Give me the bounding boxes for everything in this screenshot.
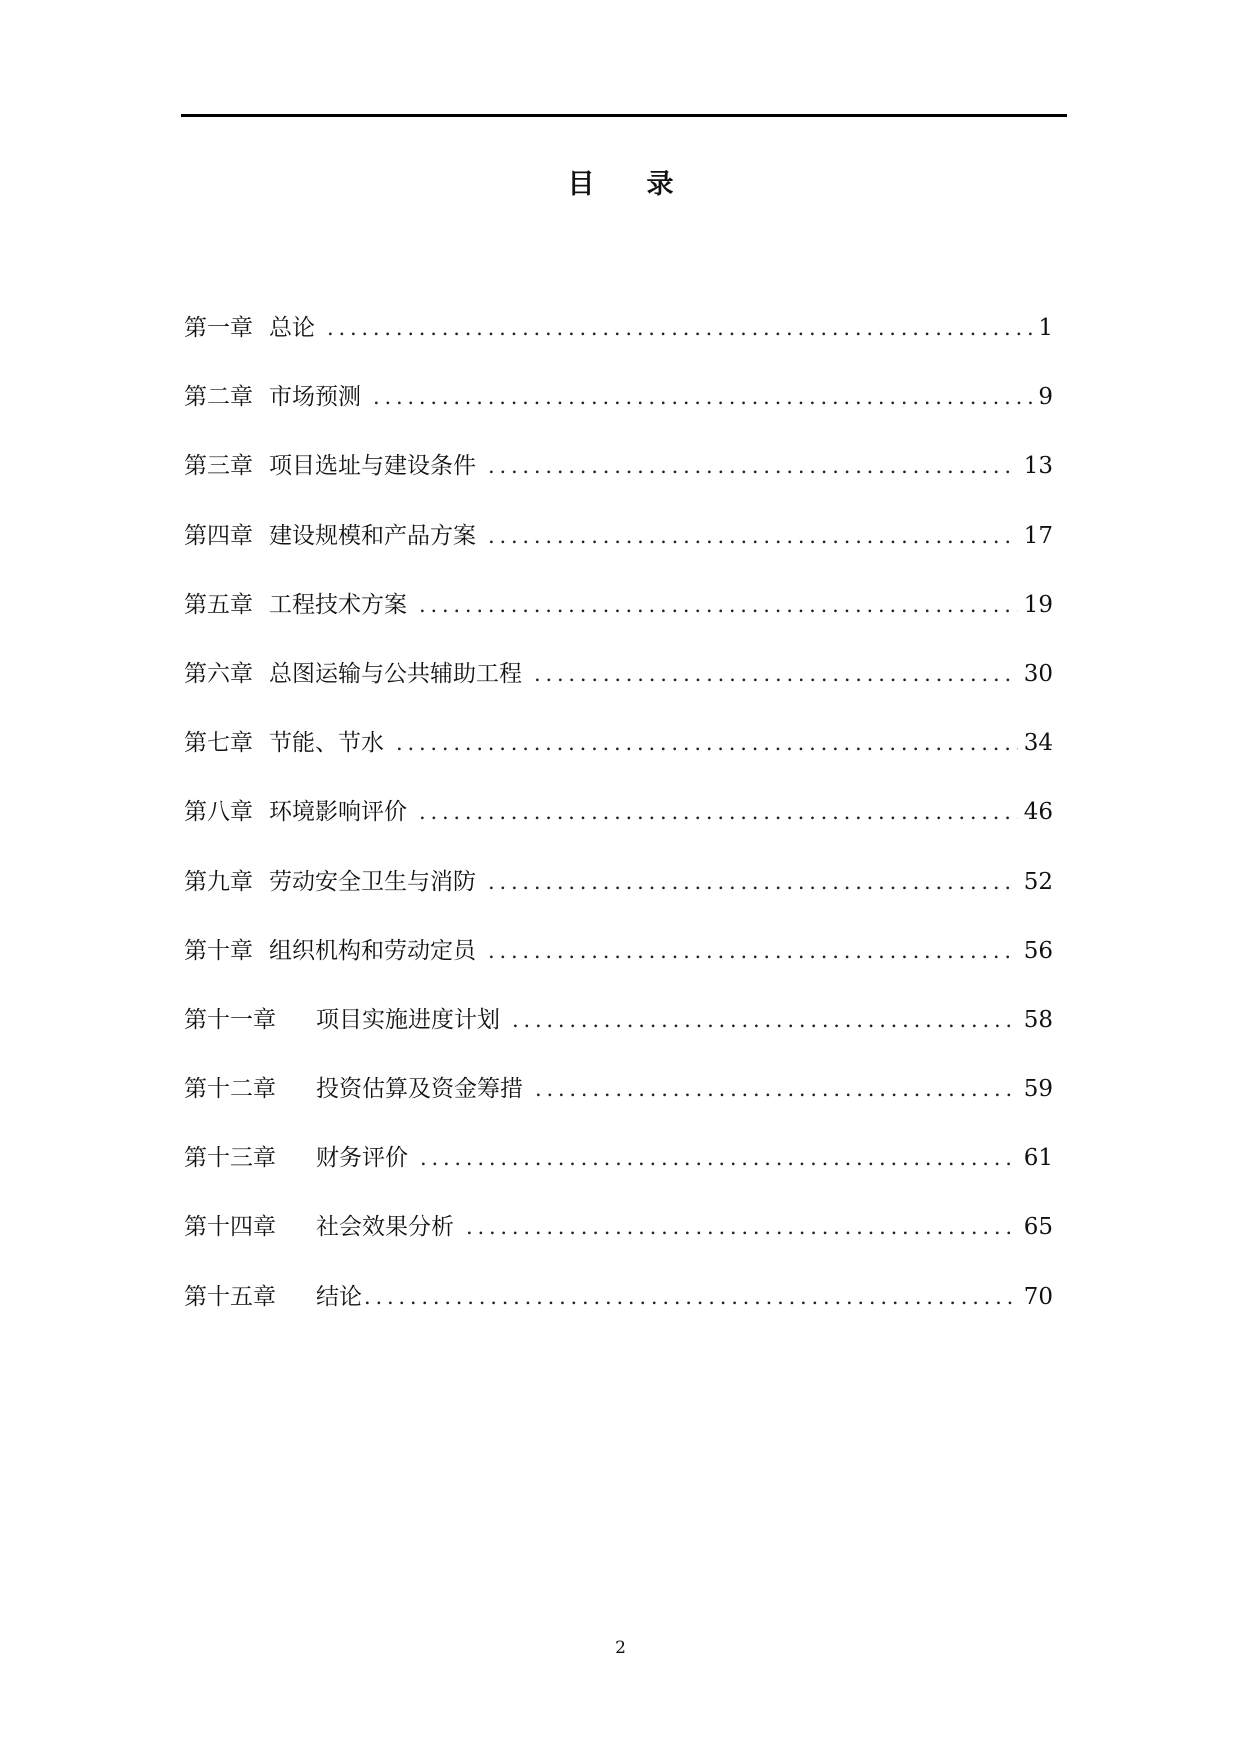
toc-entry-7[interactable] — [184, 726, 1053, 795]
toc-page-number: 1 — [1038, 315, 1053, 341]
toc-chapter-number: 第十四章 — [184, 1214, 276, 1241]
dot-leader — [535, 1072, 1018, 1106]
toc-page-number: 56 — [1023, 937, 1053, 964]
toc-chapter-title: 财务评价 — [316, 1145, 408, 1172]
toc-entry-15[interactable] — [184, 1280, 1053, 1349]
dot-leader — [488, 449, 1018, 483]
dot-leader — [488, 934, 1018, 968]
toc-chapter-title: 总论 — [269, 315, 315, 341]
toc-chapter-number: 第七章 — [184, 730, 253, 757]
toc-chapter-number: 第十三章 — [184, 1145, 276, 1172]
toc-chapter-title: 建设规模和产品方案 — [269, 522, 476, 549]
dot-leader — [419, 795, 1018, 829]
toc-chapter-number: 第十一章 — [184, 1006, 276, 1033]
dot-leader — [488, 519, 1018, 553]
header-rule — [181, 114, 1067, 117]
toc-chapter-number: 第十五章 — [184, 1283, 276, 1310]
toc-page-number: 61 — [1023, 1145, 1053, 1172]
dot-leader — [488, 865, 1018, 899]
toc-chapter-title: 项目实施进度计划 — [316, 1006, 500, 1033]
toc-chapter-title: 劳动安全卫生与消防 — [269, 868, 476, 895]
toc-chapter-number: 第八章 — [184, 799, 253, 826]
toc-page-number: 30 — [1023, 660, 1053, 687]
toc-entry-3[interactable] — [184, 449, 1053, 518]
toc-entry-8[interactable] — [184, 795, 1053, 864]
toc-page-number: 17 — [1023, 522, 1053, 549]
toc-entry-5[interactable] — [184, 588, 1053, 657]
toc-chapter-title: 组织机构和劳动定员 — [269, 937, 476, 964]
toc-chapter-number: 第十章 — [184, 937, 253, 964]
toc-chapter-number: 第五章 — [184, 591, 253, 618]
toc-chapter-title: 社会效果分析 — [316, 1214, 454, 1241]
dot-leader — [419, 588, 1018, 622]
page-number: 2 — [615, 1638, 626, 1658]
toc-chapter-number: 第二章 — [184, 384, 253, 411]
toc-chapter-number: 第三章 — [184, 453, 253, 480]
toc-entry-13[interactable] — [184, 1141, 1053, 1210]
toc-page-number: 58 — [1023, 1006, 1053, 1033]
dot-leader — [364, 1280, 1018, 1314]
dot-leader — [396, 726, 1018, 760]
toc-entry-9[interactable] — [184, 865, 1053, 934]
toc-page-number: 46 — [1023, 799, 1053, 826]
dot-leader — [466, 1210, 1018, 1244]
toc-page-number: 34 — [1023, 730, 1053, 757]
toc-page-number: 59 — [1023, 1076, 1053, 1103]
toc-entry-11[interactable] — [184, 1003, 1053, 1072]
toc-chapter-title: 工程技术方案 — [269, 591, 407, 618]
dot-leader — [420, 1141, 1018, 1175]
toc-chapter-title: 环境影响评价 — [269, 799, 407, 826]
dot-leader — [327, 311, 1032, 345]
toc-page-number: 65 — [1023, 1214, 1053, 1241]
toc-chapter-title: 市场预测 — [269, 384, 361, 411]
dot-leader — [373, 380, 1032, 414]
toc-chapter-number: 第四章 — [184, 522, 253, 549]
toc-page-number: 9 — [1038, 384, 1053, 411]
table-of-contents — [184, 311, 1053, 1349]
toc-title: 目录 — [567, 169, 726, 200]
toc-page-number: 13 — [1023, 453, 1053, 480]
toc-chapter-title: 结论 — [316, 1283, 362, 1310]
toc-entry-10[interactable] — [184, 934, 1053, 1003]
toc-chapter-number: 第一章 — [184, 315, 253, 341]
toc-chapter-number: 第九章 — [184, 868, 253, 895]
toc-page-number: 70 — [1023, 1283, 1053, 1310]
toc-page-number: 52 — [1023, 868, 1053, 895]
dot-leader — [512, 1003, 1018, 1037]
toc-entry-2[interactable] — [184, 380, 1053, 449]
toc-entry-4[interactable] — [184, 519, 1053, 588]
toc-chapter-number: 第六章 — [184, 660, 253, 687]
toc-entry-1[interactable] — [184, 311, 1053, 380]
toc-chapter-title: 节能、节水 — [269, 730, 384, 757]
toc-chapter-title: 项目选址与建设条件 — [269, 453, 476, 480]
toc-page-number: 19 — [1023, 591, 1053, 618]
toc-entry-12[interactable] — [184, 1072, 1053, 1141]
toc-chapter-number: 第十二章 — [184, 1076, 276, 1103]
toc-chapter-title: 总图运输与公共辅助工程 — [269, 660, 522, 687]
toc-entry-6[interactable] — [184, 657, 1053, 726]
dot-leader — [534, 657, 1018, 691]
toc-chapter-title: 投资估算及资金筹措 — [316, 1076, 523, 1103]
toc-entry-14[interactable] — [184, 1210, 1053, 1279]
